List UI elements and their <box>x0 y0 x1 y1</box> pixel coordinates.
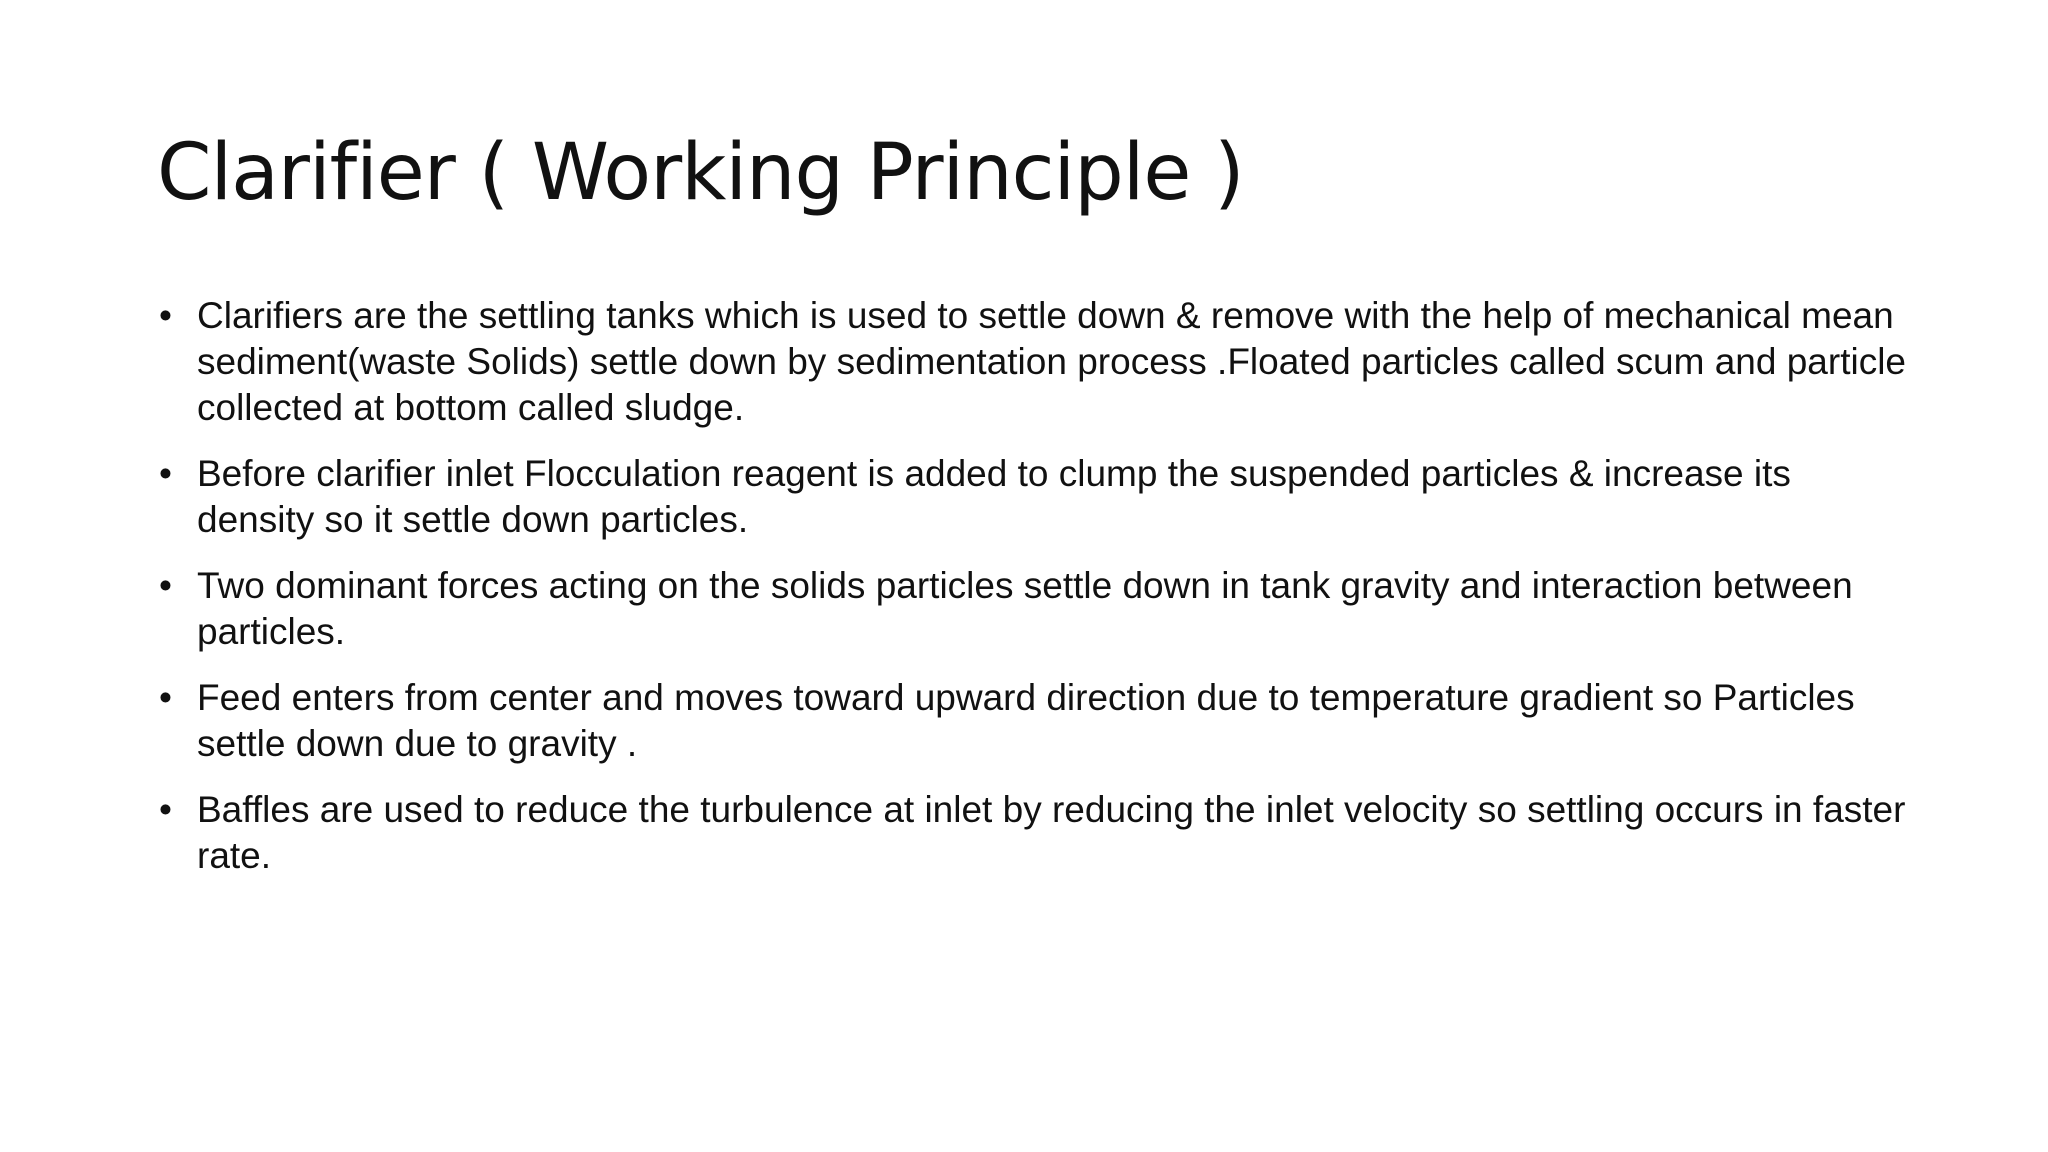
bullet-icon: • <box>159 565 172 606</box>
bullet-icon: • <box>159 677 172 718</box>
bullet-text: Clarifiers are the settling tanks which is used to settle down & remove with the help of mechanical mean sediment(waste Solids) settle down by sedimentation process .Floated particles called scum and particle collected at bottom called sludge. <box>197 295 1906 428</box>
bullet-icon: • <box>159 789 172 830</box>
bullet-icon: • <box>159 295 172 336</box>
bullet-text: Feed enters from center and moves toward upward direction due to temperature gradient so Particles settle down due to gravity . <box>197 677 1855 764</box>
bullet-text: Baffles are used to reduce the turbulence at inlet by reducing the inlet velocity so settling occurs in faster rate. <box>197 789 1906 876</box>
bullet-icon: • <box>159 453 172 494</box>
bullet-item <box>157 293 1917 431</box>
bullet-item <box>157 563 1917 655</box>
bullet-item <box>157 675 1917 767</box>
bullet-item <box>157 787 1917 879</box>
bullet-text: Before clarifier inlet Flocculation reagent is added to clump the suspended particles & increase its density so it settle down particles. <box>197 453 1791 540</box>
bullet-list <box>157 293 1917 899</box>
bullet-item <box>157 451 1917 543</box>
bullet-text: Two dominant forces acting on the solids particles settle down in tank gravity and interaction between particles. <box>197 565 1853 652</box>
slide-title: Clarifier ( Working Principle ) <box>157 128 1244 218</box>
